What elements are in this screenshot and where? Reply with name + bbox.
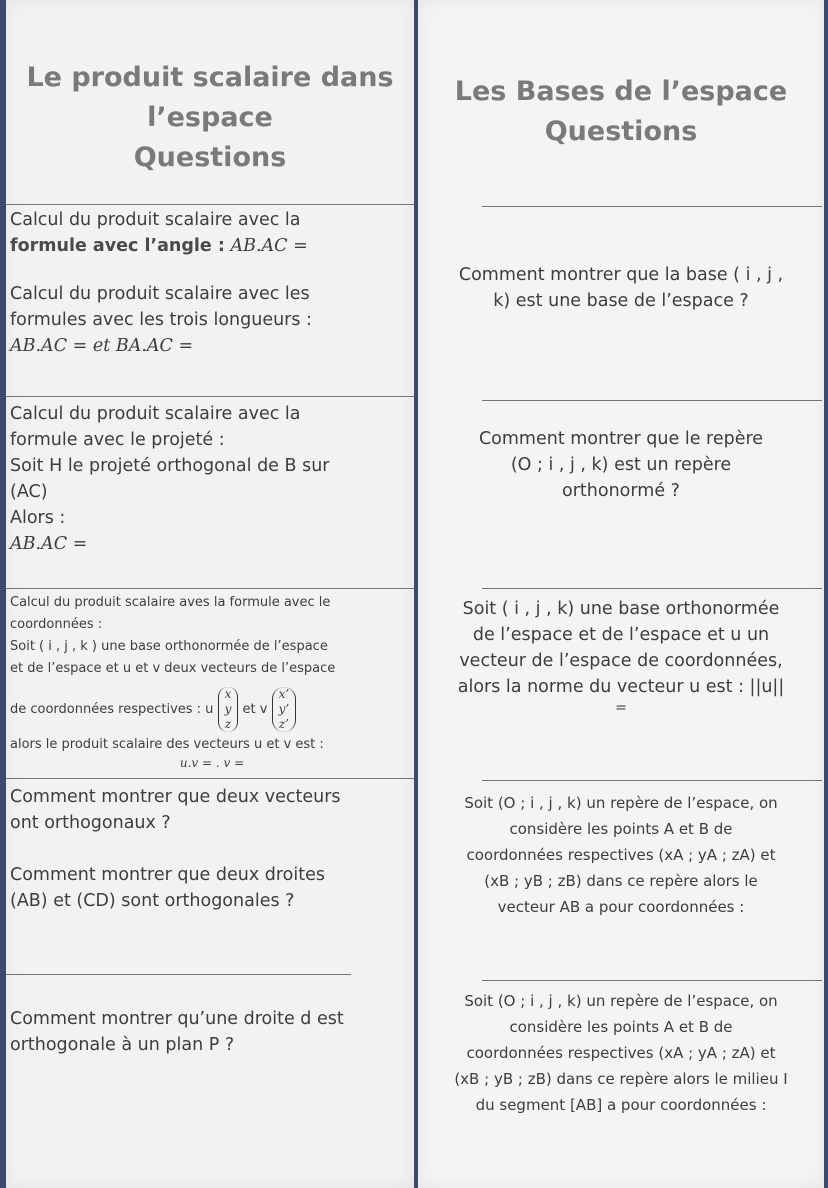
divider	[6, 974, 351, 975]
text-line: formule avec l’angle :	[10, 236, 225, 256]
text-line: orthonormé ?	[562, 481, 680, 501]
text-line: et v	[242, 702, 268, 717]
right-title-card	[418, 72, 824, 152]
left-card-projection	[6, 401, 414, 557]
text-line: Comment montrer que deux droites	[10, 865, 325, 885]
text-line: Comment montrer qu’une droite d est	[10, 1009, 344, 1029]
formula: u.v = . v =	[179, 756, 245, 770]
divider	[482, 588, 822, 589]
coord: y’	[278, 702, 290, 716]
text-line: orthogonale à un plan P ?	[10, 1035, 235, 1055]
right-title-line1: Les Bases de l’espace	[454, 76, 788, 107]
text-line: (xB ; yB ; zB) dans ce repère alors le	[484, 872, 758, 890]
text-line: =	[615, 700, 627, 716]
text-line: (O ; i , j , k) est un repère	[510, 455, 732, 475]
text-line: Calcul du produit scalaire avec les	[10, 284, 310, 304]
divider	[6, 204, 414, 205]
formula: AB.AC =	[10, 534, 88, 554]
text-line: Calcul du produit scalaire avec la	[10, 404, 301, 424]
coord: z’	[278, 717, 289, 731]
right-title-line2: Questions	[544, 116, 698, 147]
text-line: Soit (O ; i , j , k) un repère de l’espace, on	[464, 794, 778, 812]
coord: x’	[278, 687, 290, 701]
right-column	[418, 0, 824, 1188]
text-line: vecteur AB a pour coordonnées :	[497, 898, 745, 916]
text-line: (AC)	[10, 482, 48, 502]
formula: AB.AC = et BA.AC =	[10, 336, 194, 356]
divider	[6, 588, 414, 589]
left-title-line2: l’espace	[147, 102, 273, 133]
text-line: k) est une base de l’espace ?	[493, 291, 749, 311]
right-card-repere	[418, 426, 824, 504]
divider	[482, 206, 822, 207]
right-card-midpoint	[418, 988, 824, 1118]
text-line: (AB) et (CD) sont orthogonales ?	[10, 891, 295, 911]
left-title-line1: Le produit scalaire dans	[26, 62, 394, 93]
text-line: coordonnées respectives (xA ; yA ; zA) et	[466, 1044, 776, 1062]
coord: z	[224, 717, 232, 731]
vector-u-coords	[218, 687, 239, 732]
coord: y	[224, 702, 232, 716]
text-line: ont orthogonaux ?	[10, 813, 171, 833]
text-line: Soit (O ; i , j , k) un repère de l’espace, on	[464, 992, 778, 1010]
left-card-angle-lengths	[6, 207, 414, 359]
text-line: vecteur de l’espace de coordonnées,	[459, 651, 783, 671]
text-line: (xB ; yB ; zB) dans ce repère alors le milieu I	[454, 1070, 788, 1088]
right-card-vector-coords	[418, 790, 824, 920]
text-line: Calcul du produit scalaire avec la	[10, 210, 301, 230]
left-card-plane	[6, 1006, 414, 1058]
divider	[482, 400, 822, 401]
left-column	[6, 0, 414, 1188]
text-line: considère les points A et B de	[509, 820, 733, 838]
text-line: Comment montrer que deux vecteurs	[10, 787, 341, 807]
text-line: Soit ( i , j , k ) une base orthonormée de l’espace	[10, 639, 328, 654]
left-card-coordinates	[6, 592, 414, 770]
left-card-orthogonal	[6, 784, 414, 914]
text-line: alors la norme du vecteur u est : ||u||	[457, 677, 785, 697]
divider	[482, 780, 822, 781]
formula: AB.AC =	[230, 236, 308, 256]
text-line: de coordonnées respectives : u	[10, 702, 214, 717]
text-line: Comment montrer que la base ( i , j ,	[458, 265, 784, 285]
text-line: considère les points A et B de	[509, 1018, 733, 1036]
divider	[482, 980, 822, 981]
text-line: coordonnées respectives (xA ; yA ; zA) et	[466, 846, 776, 864]
text-line: coordonnées :	[10, 617, 103, 632]
text-line: du segment [AB] a pour coordonnées :	[475, 1096, 767, 1114]
right-card-base	[418, 262, 824, 314]
text-line: Alors :	[10, 508, 66, 528]
text-line: de l’espace et de l’espace et u un	[472, 625, 770, 645]
text-line: et de l’espace et u et v deux vecteurs de l’espace	[10, 661, 336, 676]
text-line: formules avec les trois longueurs :	[10, 310, 312, 330]
text-line: alors le produit scalaire des vecteurs u et v est :	[10, 737, 324, 752]
vector-v-coords	[272, 687, 297, 732]
coord: x	[224, 687, 232, 701]
divider	[6, 396, 414, 397]
right-card-norm	[418, 596, 824, 716]
text-line: Calcul du produit scalaire aves la formule avec le	[10, 595, 331, 610]
text-line: Soit H le projeté orthogonal de B sur	[10, 456, 330, 476]
divider	[6, 778, 414, 779]
text-line: Soit ( i , j , k) une base orthonormée	[462, 599, 780, 619]
text-line: Comment montrer que le repère	[478, 429, 764, 449]
text-line: formule avec le projeté :	[10, 430, 225, 450]
left-title-card	[6, 58, 414, 178]
left-title-line3: Questions	[133, 142, 287, 173]
